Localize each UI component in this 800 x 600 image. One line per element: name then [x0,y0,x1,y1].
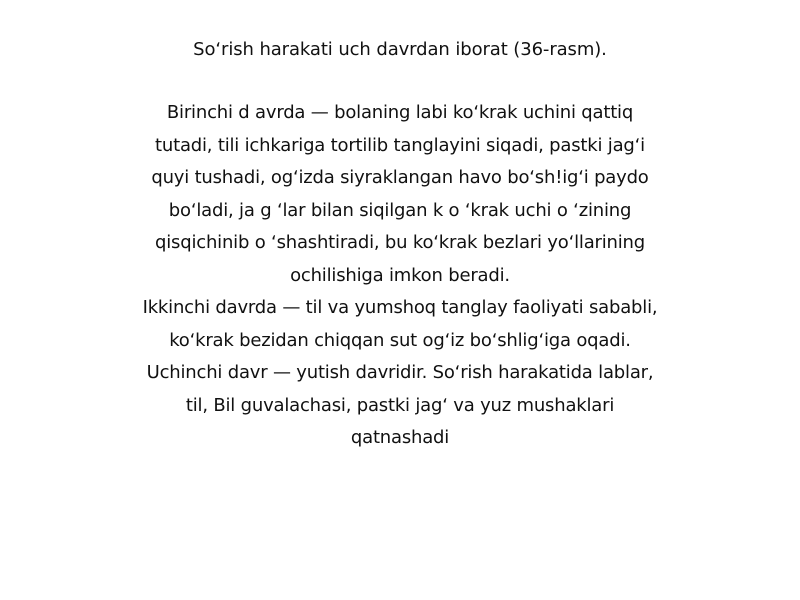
text-line: ochilishiga imkon beradi. [290,264,510,286]
text-line: til, Bil guvalachasi, pastki jagʻ va yuz mushaklari [185,394,615,416]
body-text [100,97,700,455]
text-line: tutadi, tili ichkariga tortilib tanglayini siqadi, pastki jagʻi [155,134,645,156]
text-line: quyi tushadi, ogʻizda siyraklangan havo boʻsh!igʻi paydo [151,167,649,188]
text-line: koʻkrak bezidan chiqqan sut ogʻiz boʻshligʻiga oqadi. [169,329,631,351]
text-line: Ikkinchi davrda — til va yumshoq tanglay faoliyati sababli, [142,297,658,318]
text-line: qisqichinib o ʻshashtiradi, bu koʻkrak bezlari yoʻllarining [155,232,645,253]
text-line: Uchinchi davr — yutish davridir. Soʻrish harakatida lablar, [146,362,654,383]
page-title: Soʻrish harakati uch davrdan iborat (36-rasm). [193,39,607,60]
text-line: qatnashadi [350,427,450,448]
text-line: Birinchi d avrda — bolaning labi koʻkrak uchini qattiq [166,102,634,123]
text-line: boʻladi, ja g ʻlar bilan siqilgan k o ʻkrak uchi o ʻzining [168,199,632,221]
